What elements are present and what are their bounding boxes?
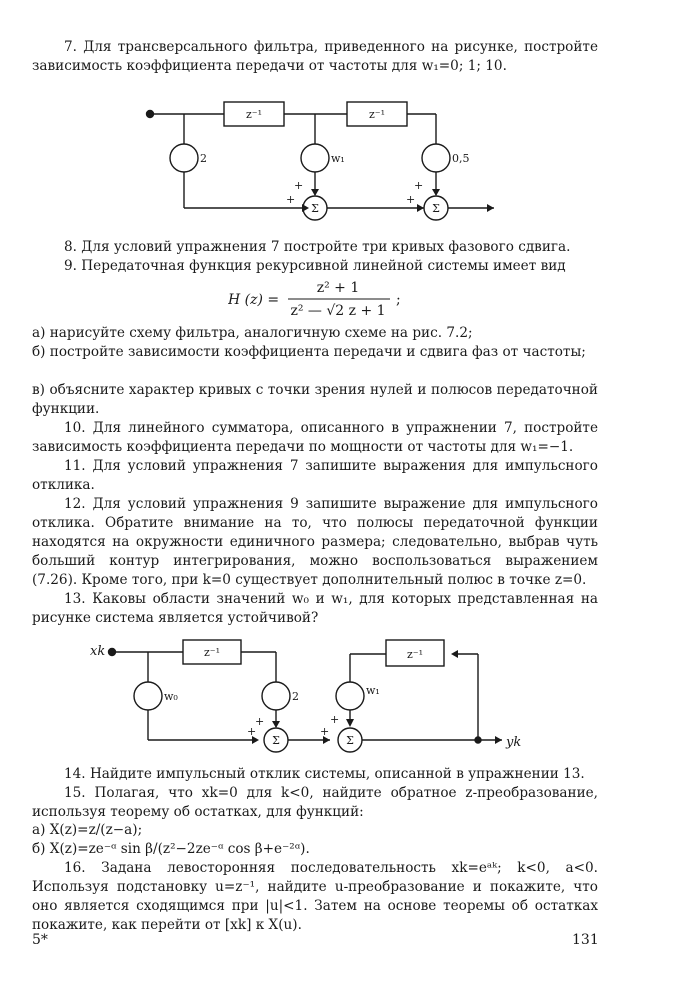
sum1-symbol: Σ — [272, 734, 280, 747]
formula-tail: ; — [396, 292, 401, 308]
delay-feedback-label: z⁻¹ — [406, 648, 424, 661]
problem-9b: б) постройте зависимости коэффициента передачи и сдвига фаз от частоты; — [32, 344, 586, 360]
delay-top-label: z⁻¹ — [203, 646, 221, 659]
output-label: yk — [506, 735, 522, 750]
sum1-symbol: Σ — [311, 202, 319, 215]
problem-10: 10. Для линейного сумматора, описанного в упражнении 7, постройте зависимость коэффициента передачи по мощности от частоты для w₁=−1. — [32, 420, 598, 455]
plus-sign: + — [330, 713, 340, 726]
plus-sign: + — [294, 179, 304, 192]
plus-sign: + — [286, 193, 296, 206]
plus-sign: + — [406, 193, 416, 206]
formula-numerator: z² + 1 — [316, 280, 360, 296]
weight-w1-label: w₁ — [366, 684, 380, 697]
sum2-symbol: Σ — [346, 734, 354, 747]
page-number: 131 — [572, 932, 599, 948]
weight-w0-label: w₀ — [164, 690, 178, 703]
problem-13: 13. Каковы области значений w₀ и w₁, для которых представленная на рисунке система является устойчивой? — [32, 591, 598, 626]
plus-sign: + — [247, 725, 257, 738]
problem-7: 7. Для трансверсального фильтра, приведенного на рисунке, постройте зависимость коэффициента передачи от частоты для w₁=0; 1; 10. — [32, 39, 598, 74]
weight-right-label: 0,5 — [452, 152, 470, 165]
signature-mark: 5* — [32, 932, 48, 948]
problem-9a: а) нарисуйте схему фильтра, аналогичную схеме на рис. 7.2; — [32, 325, 473, 341]
input-label: xk — [90, 644, 106, 659]
delay1-label: z⁻¹ — [245, 108, 263, 121]
problem-14: 14. Найдите импульсный отклик системы, описанной в упражнении 13. — [64, 766, 585, 782]
problem-9c: в) объясните характер кривых с точки зрения нулей и полюсов передаточной функции. — [32, 382, 598, 417]
plus-sign: + — [320, 725, 330, 738]
problem-15b: б) X(z)=ze⁻ᵅ sin β/(z²−2ze⁻ᵅ cos β+e⁻²ᵅ). — [32, 841, 310, 857]
sum2-symbol: Σ — [432, 202, 440, 215]
problem-15: 15. Полагая, что xk=0 для k<0, найдите обратное z-преобразование, используя теорему об остатках, для функций: — [32, 785, 598, 820]
plus-sign: + — [255, 715, 265, 728]
problem-9: 9. Передаточная функция рекурсивной линейной системы имеет вид — [64, 258, 566, 274]
problem-11: 11. Для условий упражнения 7 запишите выражения для импульсного отклика. — [32, 458, 598, 493]
recursive-system-diagram — [0, 628, 675, 768]
problem-15a: а) X(z)=z/(z−a); — [32, 822, 143, 838]
formula-denominator: z² — √2 z + 1 — [290, 303, 386, 319]
weight-mid-label: w₁ — [331, 152, 345, 165]
weight-left-label: 2 — [200, 152, 207, 165]
weight-2-label: 2 — [292, 690, 299, 703]
problem-8: 8. Для условий упражнения 7 постройте три кривых фазового сдвига. — [64, 239, 571, 255]
transfer-function-formula — [228, 276, 428, 320]
transversal-filter-diagram — [0, 86, 675, 226]
delay2-label: z⁻¹ — [368, 108, 386, 121]
formula-lhs: H (z) = — [228, 292, 280, 308]
problem-16: 16. Задана левосторонняя последовательность xk=eᵃᵏ; k<0, a<0. Используя подстановку u=z⁻¹, найдите u-преобразование и покажите, что оно является сходящимся при |u|<1. Затем на основе теоремы об остатках покажите, как перейти от [xk] к X(u). — [32, 860, 598, 933]
plus-sign: + — [414, 179, 424, 192]
problem-12: 12. Для условий упражнения 9 запишите выражение для импульсного отклика. Обратите внимание на то, что полюсы передаточной функции находятся на окружности единичного размера; следовательно, выбрав чуть больший контур интегрирования, можно воспользоваться выражением (7.26). Кроме того, при k=0 существует дополнительный полюс в точке z=0. — [32, 496, 598, 588]
